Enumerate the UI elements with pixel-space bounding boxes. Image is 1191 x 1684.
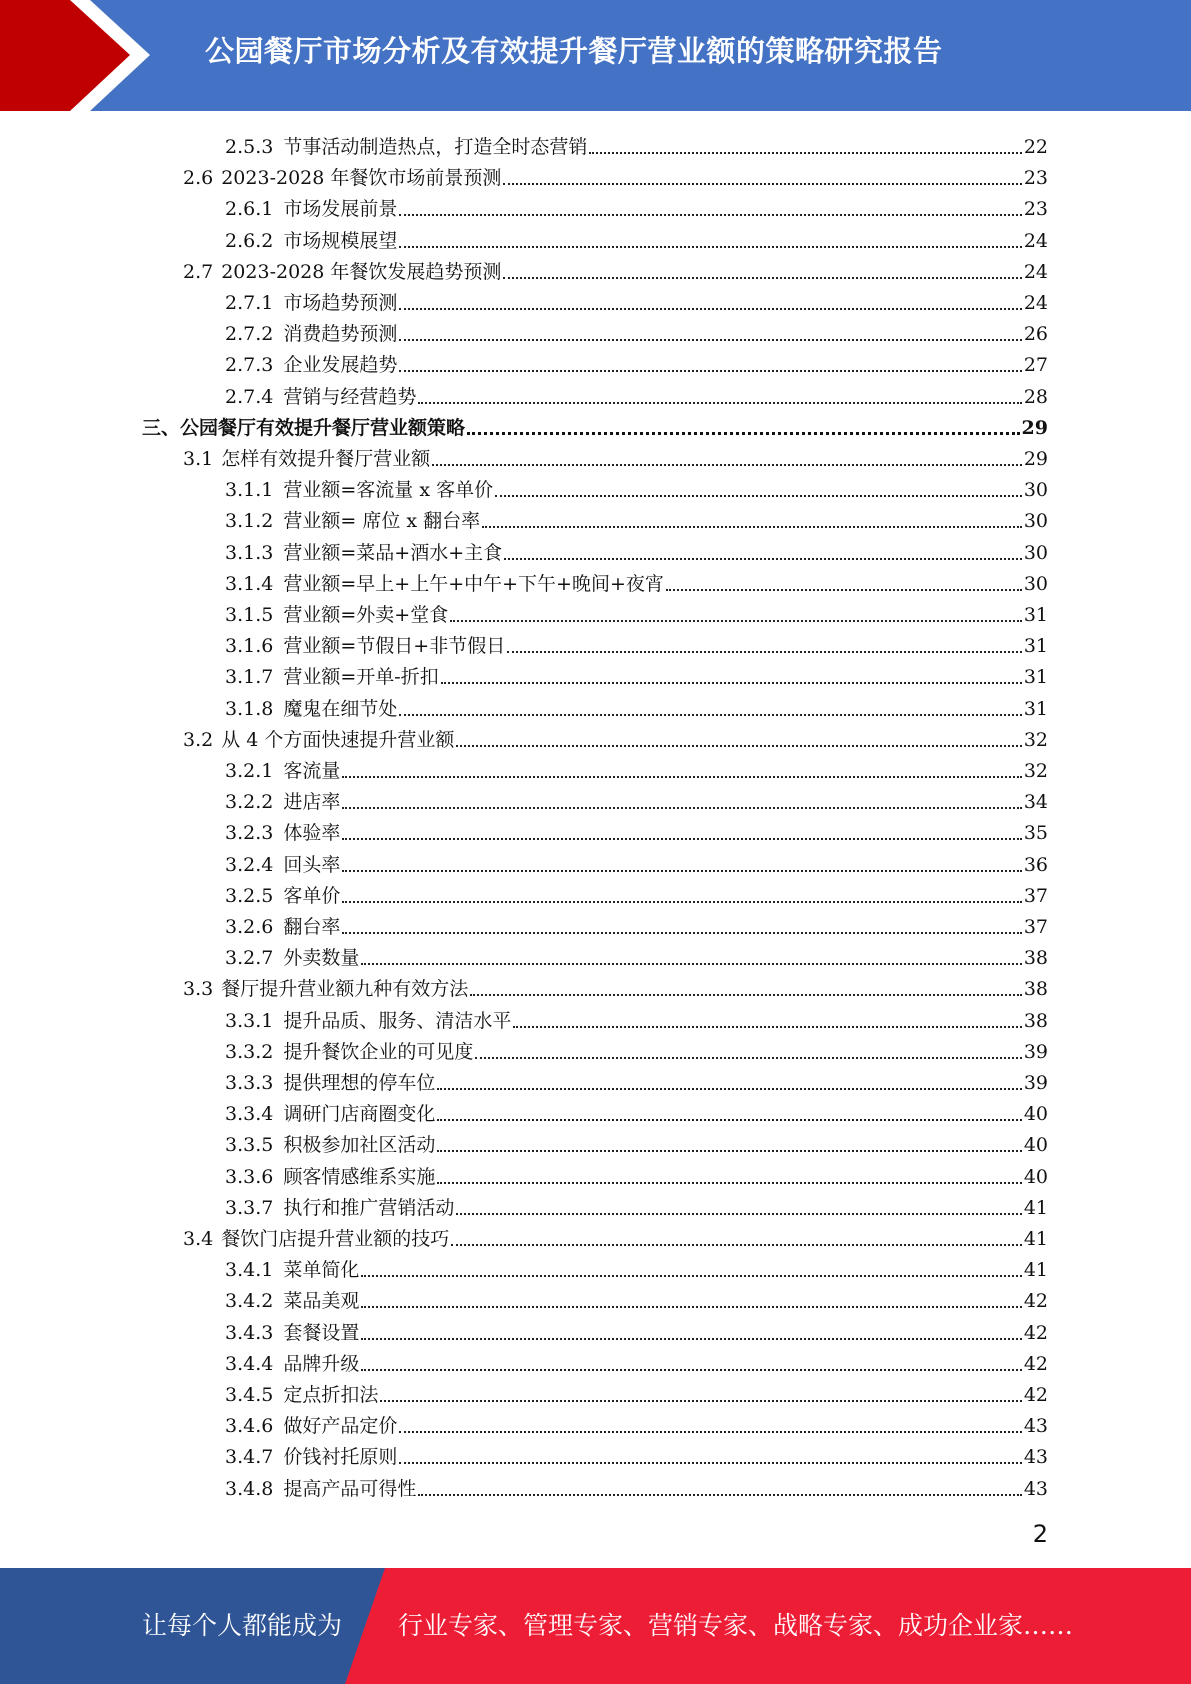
toc-entry[interactable] [225, 1345, 1048, 1376]
toc-entry-number: 3.1.2 [225, 510, 274, 533]
toc-entry-title: 执行和推广营销活动 [283, 1196, 455, 1219]
toc-entry-number: 三、 [142, 416, 181, 439]
toc-entry[interactable] [142, 409, 1048, 440]
toc-leader-dots [450, 620, 1022, 622]
toc-entry[interactable] [225, 1407, 1048, 1438]
toc-entry-number: 3.2.1 [225, 760, 274, 782]
page-number: 2 [1032, 1520, 1048, 1548]
toc-entry-page: 27 [1023, 354, 1048, 377]
toc-entry-number: 2.7.1 [225, 292, 274, 314]
toc-entry-title: 菜单简化 [283, 1259, 360, 1282]
toc-entry-title: 营业额=菜品+酒水+主食 [283, 541, 503, 564]
toc-entry-page: 38 [1023, 978, 1048, 1001]
toc-entry-number: 3.3.6 [225, 1165, 274, 1188]
toc-entry-page: 24 [1023, 292, 1048, 314]
toc-entry-title: 调研门店商圈变化 [283, 1103, 436, 1126]
toc-leader-dots [437, 1088, 1021, 1090]
toc-entry-number: 3.1.3 [225, 541, 274, 564]
toc-entry[interactable] [225, 877, 1048, 908]
toc-entry[interactable] [225, 128, 1048, 159]
toc-entry[interactable] [225, 565, 1048, 596]
toc-entry-number: 3.4.1 [225, 1259, 274, 1282]
toc-entry-title: 提升品质、服务、清洁水平 [283, 1009, 512, 1032]
toc-entry[interactable] [225, 752, 1048, 783]
toc-entry-title: 外卖数量 [283, 947, 360, 970]
toc-entry-page: 34 [1023, 791, 1048, 814]
toc-entry-page: 40 [1023, 1165, 1048, 1188]
toc-leader-dots [589, 152, 1021, 154]
toc-entry-page: 42 [1023, 1352, 1048, 1375]
toc-entry-page: 30 [1023, 510, 1048, 533]
toc-entry-page: 28 [1023, 385, 1048, 408]
toc-entry-title: 市场发展前景 [283, 198, 398, 221]
toc-entry-number: 3.1.4 [225, 572, 274, 595]
toc-entry-title: 营业额=外卖+堂食 [283, 604, 449, 626]
toc-entry-title: 客流量 [283, 760, 341, 782]
toc-entry[interactable] [225, 222, 1048, 253]
toc-entry[interactable] [225, 1095, 1048, 1126]
toc-entry-page: 37 [1023, 916, 1048, 938]
toc-entry-title: 公园餐厅有效提升餐厅营业额策略 [180, 416, 466, 439]
toc-entry-title: 营业额=早上+上午+中午+下午+晚间+夜宵 [283, 572, 664, 595]
toc-entry-title: 企业发展趋势 [283, 354, 398, 377]
toc-entry[interactable] [183, 721, 1048, 752]
toc-entry[interactable] [225, 658, 1048, 689]
toc-entry-number: 2.7.3 [225, 354, 274, 377]
toc-leader-dots [504, 558, 1022, 560]
toc-entry-title: 从 4 个方面快速提升营业额 [221, 728, 455, 751]
toc-entry-title: 2023-2028 年餐饮市场前景预测 [221, 167, 502, 190]
toc-entry-title: 节事活动制造热点，打造全时态营销 [283, 136, 588, 158]
toc-leader-dots [399, 214, 1021, 216]
toc-leader-dots [342, 776, 1021, 778]
toc-entry-page: 32 [1023, 728, 1048, 751]
toc-leader-dots [475, 1057, 1021, 1059]
toc-entry-page: 30 [1023, 479, 1048, 502]
toc-entry-title: 餐饮门店提升营业额的技巧 [221, 1228, 450, 1250]
toc-entry-title: 顾客情感维系实施 [283, 1165, 436, 1188]
toc-entry-title: 品牌升级 [283, 1352, 360, 1375]
toc-leader-dots [342, 807, 1021, 809]
toc-entry-page: 40 [1023, 1134, 1048, 1157]
toc-entry-page: 35 [1023, 822, 1048, 845]
toc-entry-title: 市场趋势预测 [283, 292, 398, 314]
toc-leader-dots [437, 1150, 1021, 1152]
toc-entry-page: 23 [1023, 167, 1048, 190]
toc-entry[interactable] [225, 1033, 1048, 1064]
toc-entry-title: 提高产品可得性 [283, 1477, 417, 1500]
toc-entry[interactable] [225, 1189, 1048, 1220]
toc-entry-page: 43 [1023, 1477, 1048, 1500]
toc-entry-number: 3.4.6 [225, 1415, 274, 1438]
toc-leader-dots [495, 495, 1022, 497]
toc-entry-page: 41 [1023, 1196, 1048, 1219]
toc-entry[interactable] [225, 378, 1048, 409]
toc-entry-title: 客单价 [283, 884, 341, 907]
toc-entry[interactable] [225, 1158, 1048, 1189]
toc-entry-title: 营业额=开单-折扣 [283, 666, 439, 689]
toc-entry[interactable] [225, 534, 1048, 565]
toc-entry[interactable] [225, 939, 1048, 970]
toc-entry[interactable] [183, 253, 1048, 284]
toc-leader-dots [513, 1026, 1021, 1028]
toc-leader-dots [342, 838, 1021, 840]
toc-entry-title: 价钱衬托原则 [283, 1446, 398, 1469]
toc-leader-dots [418, 1494, 1021, 1496]
toc-entry-number: 3.1.5 [225, 604, 274, 626]
toc-entry-page: 30 [1023, 572, 1048, 595]
toc-entry-number: 3.1.1 [225, 479, 274, 502]
toc-entry-page: 39 [1023, 1072, 1048, 1094]
toc-entry-page: 26 [1023, 323, 1048, 346]
toc-entry[interactable] [225, 1002, 1048, 1033]
toc-entry[interactable] [183, 440, 1048, 471]
toc-entry-number: 3.2.3 [225, 822, 274, 845]
toc-leader-dots [418, 402, 1021, 404]
toc-entry-number: 3.3.1 [225, 1009, 274, 1032]
toc-entry-page: 24 [1023, 229, 1048, 252]
toc-leader-dots [467, 432, 1020, 435]
toc-entry-title: 营销与经营趋势 [283, 385, 417, 408]
toc-leader-dots [399, 1431, 1021, 1433]
toc-entry-title: 定点折扣法 [283, 1384, 379, 1406]
toc-entry[interactable] [225, 596, 1048, 627]
toc-entry-number: 2.6.2 [225, 229, 274, 252]
toc-entry-title: 魔鬼在细节处 [283, 697, 398, 720]
footer-slogan-right: 行业专家、管理专家、营销专家、战略专家、成功企业家…… [398, 1611, 1074, 1640]
toc-entry[interactable] [225, 502, 1048, 533]
toc-leader-dots [342, 901, 1021, 903]
toc-entry-page: 32 [1023, 760, 1048, 782]
toc-entry-number: 2.6 [183, 167, 214, 190]
toc-entry-title: 体验率 [283, 822, 341, 845]
toc-entry-number: 3.3 [183, 978, 214, 1001]
toc-entry-page: 31 [1023, 604, 1048, 626]
toc-entry[interactable] [225, 1282, 1048, 1313]
toc-entry-number: 3.1.7 [225, 666, 274, 689]
toc-entry-title: 套餐设置 [283, 1321, 360, 1344]
toc-entry[interactable] [225, 1064, 1048, 1095]
toc-entry-page: 39 [1023, 1040, 1048, 1063]
toc-entry-number: 3.4.2 [225, 1290, 274, 1313]
toc-leader-dots [399, 370, 1021, 372]
toc-entry-page: 43 [1023, 1415, 1048, 1438]
toc-leader-dots [470, 994, 1022, 996]
toc-entry[interactable] [225, 1126, 1048, 1157]
toc-entry-page: 31 [1023, 635, 1048, 658]
toc-entry-title: 怎样有效提升餐厅营业额 [221, 448, 431, 470]
toc-leader-dots [432, 464, 1022, 466]
toc-entry-page: 38 [1023, 947, 1048, 970]
toc-entry[interactable] [225, 1376, 1048, 1407]
toc-entry-title: 菜品美观 [283, 1290, 360, 1313]
toc-entry-number: 3.4 [183, 1228, 214, 1250]
toc-entry-number: 3.4.5 [225, 1384, 274, 1406]
toc-entry[interactable] [225, 1470, 1048, 1501]
toc-entry-number: 3.2.7 [225, 947, 274, 970]
toc-entry-number: 3.2 [183, 728, 214, 751]
toc-leader-dots [441, 682, 1022, 684]
toc-entry-title: 提供理想的停车位 [283, 1072, 436, 1094]
toc-leader-dots [399, 246, 1021, 248]
toc-entry-page: 42 [1023, 1290, 1048, 1313]
toc-entry-number: 3.2.5 [225, 884, 274, 907]
toc-entry[interactable] [225, 908, 1048, 939]
toc-leader-dots [456, 745, 1021, 747]
toc-leader-dots [503, 183, 1021, 185]
toc-entry-page: 29 [1021, 416, 1048, 439]
toc-entry-title: 做好产品定价 [283, 1415, 398, 1438]
toc-entry-number: 3.3.5 [225, 1134, 274, 1157]
toc-entry-title: 翻台率 [283, 916, 341, 938]
page-header [0, 0, 1191, 111]
toc-entry-number: 3.3.4 [225, 1103, 274, 1126]
toc-entry-number: 3.2.6 [225, 916, 274, 938]
toc-entry[interactable] [225, 814, 1048, 845]
toc-leader-dots [503, 277, 1021, 279]
toc-leader-dots [380, 1400, 1021, 1402]
toc-entry[interactable] [225, 471, 1048, 502]
toc-entry-page: 42 [1023, 1321, 1048, 1344]
toc-entry-number: 3.4.7 [225, 1446, 274, 1469]
toc-entry-number: 3.2.4 [225, 853, 274, 876]
toc-entry-page: 37 [1023, 884, 1048, 907]
toc-leader-dots [361, 1275, 1021, 1277]
toc-entry-title: 营业额=节假日+非节假日 [283, 635, 506, 658]
toc-entry-page: 31 [1023, 697, 1048, 720]
toc-entry-number: 3.1.6 [225, 635, 274, 658]
toc-leader-dots [399, 1462, 1021, 1464]
toc-entry-title: 2023-2028 年餐饮发展趋势预测 [221, 260, 502, 283]
toc-entry-number: 3.4.3 [225, 1321, 274, 1344]
report-title: 公园餐厅市场分析及有效提升餐厅营业额的策略研究报告 [205, 34, 943, 68]
toc-leader-dots [437, 1182, 1021, 1184]
toc-entry-title: 市场规模展望 [283, 229, 398, 252]
toc-entry-number: 2.6.1 [225, 198, 274, 221]
toc-leader-dots [399, 339, 1021, 341]
toc-leader-dots [342, 932, 1021, 934]
toc-leader-dots [507, 651, 1022, 653]
toc-leader-dots [437, 1119, 1021, 1121]
toc-entry[interactable] [183, 970, 1048, 1001]
toc-entry[interactable] [225, 1251, 1048, 1282]
toc-leader-dots [361, 1306, 1021, 1308]
toc-entry-page: 41 [1023, 1259, 1048, 1282]
toc-leader-dots [399, 714, 1021, 716]
toc-entry[interactable] [225, 346, 1048, 377]
toc-entry-title: 进店率 [283, 791, 341, 814]
toc-entry-number: 3.3.7 [225, 1196, 274, 1219]
toc-entry-page: 41 [1023, 1228, 1048, 1250]
toc-leader-dots [666, 589, 1022, 591]
footer-slogan-left: 让每个人都能成为 [142, 1611, 343, 1640]
toc-leader-dots [456, 1213, 1021, 1215]
toc-entry-page: 38 [1023, 1009, 1048, 1032]
toc-entry-page: 31 [1023, 666, 1048, 689]
toc-entry-number: 2.7.4 [225, 385, 274, 408]
toc-entry-number: 3.1 [183, 448, 214, 470]
toc-entry-number: 3.3.3 [225, 1072, 274, 1094]
toc-entry-number: 3.4.8 [225, 1477, 274, 1500]
toc-entry-title: 消费趋势预测 [283, 323, 398, 346]
toc-entry-title: 营业额= 席位 x 翻台率 [283, 510, 481, 533]
toc-entry-page: 29 [1023, 448, 1048, 470]
toc-entry-number: 3.1.8 [225, 697, 274, 720]
toc-entry-page: 40 [1023, 1103, 1048, 1126]
toc-entry-number: 3.4.4 [225, 1352, 274, 1375]
toc-entry[interactable] [225, 190, 1048, 221]
page-footer [0, 1568, 1191, 1684]
toc-entry-page: 22 [1023, 136, 1048, 158]
toc-entry[interactable] [225, 315, 1048, 346]
toc-entry-title: 积极参加社区活动 [283, 1134, 436, 1157]
toc-entry-title: 餐厅提升营业额九种有效方法 [221, 978, 469, 1001]
toc-leader-dots [482, 526, 1022, 528]
toc-entry-number: 2.7.2 [225, 323, 274, 346]
toc-entry-number: 3.3.2 [225, 1040, 274, 1063]
toc-leader-dots [361, 1338, 1021, 1340]
toc-leader-dots [361, 1369, 1021, 1371]
toc-entry[interactable] [183, 159, 1048, 190]
toc-entry-title: 营业额=客流量 x 客单价 [283, 479, 494, 502]
toc-entry[interactable] [225, 1438, 1048, 1469]
toc-leader-dots [342, 870, 1021, 872]
toc-entry-page: 36 [1023, 853, 1048, 876]
toc-leader-dots [361, 963, 1021, 965]
toc-entry[interactable] [183, 1220, 1048, 1251]
toc-entry-page: 43 [1023, 1446, 1048, 1469]
toc-leader-dots [451, 1244, 1022, 1246]
toc-entry-page: 24 [1023, 260, 1048, 283]
toc-entry-number: 2.7 [183, 260, 214, 283]
toc-entry-page: 23 [1023, 198, 1048, 221]
toc-entry-title: 回头率 [283, 853, 341, 876]
toc-entry[interactable] [225, 783, 1048, 814]
toc-entry-number: 3.2.2 [225, 791, 274, 814]
toc-entry-number: 2.5.3 [225, 136, 274, 158]
toc-entry[interactable] [225, 284, 1048, 315]
toc-entry[interactable] [225, 846, 1048, 877]
toc-entry-page: 30 [1023, 541, 1048, 564]
toc-entry-page: 42 [1023, 1384, 1048, 1406]
toc-entry[interactable] [225, 690, 1048, 721]
toc-entry[interactable] [225, 627, 1048, 658]
toc-entry[interactable] [225, 1314, 1048, 1345]
toc-leader-dots [399, 308, 1021, 310]
toc-entry-title: 提升餐饮企业的可见度 [283, 1040, 474, 1063]
